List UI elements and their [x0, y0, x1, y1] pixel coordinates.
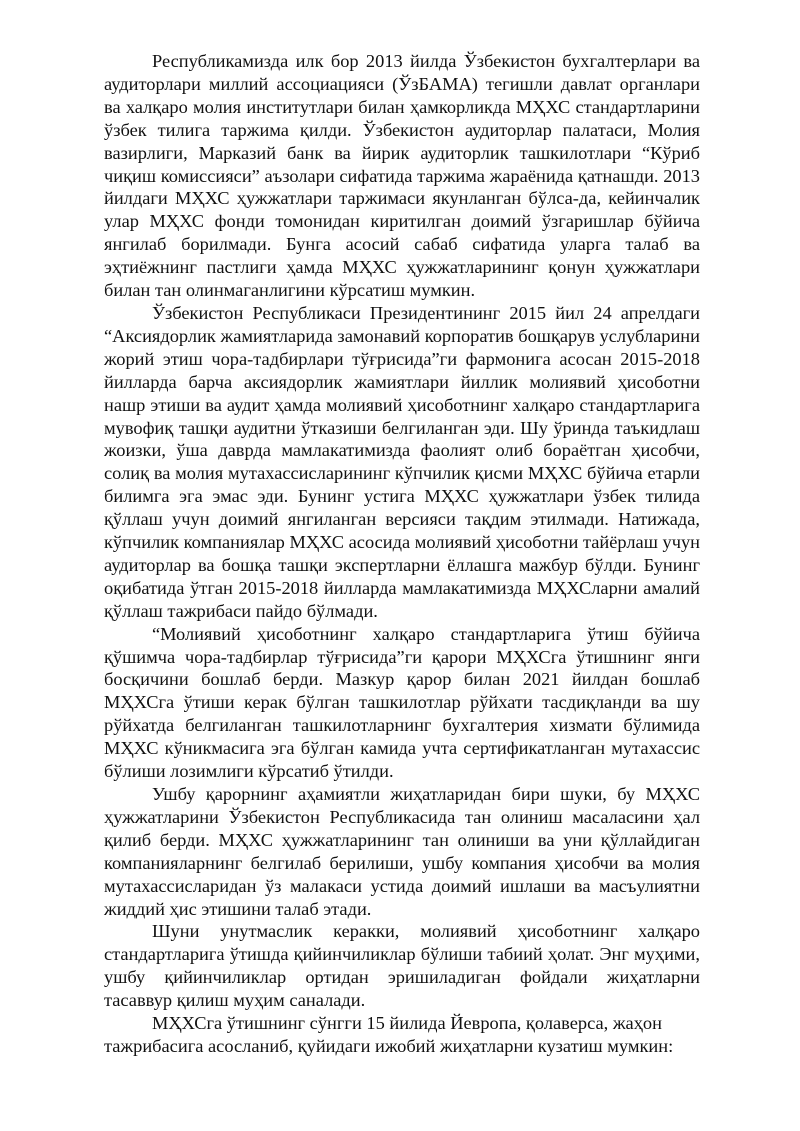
paragraph-resolution-significance: Ушбу қарорнинг аҳамиятли жиҳатларидан бири шуки, бу МҲХС ҳужжатларини Ўзбекистон Республикасида тан олиниш масаласини ҳал қилиб берди. МҲХС ҳужжатларининг тан олиниши ва уни қўллайдиган компанияларнинг белгилаб берилиши, ушбу компания ҳисобчи ва молия мутахассисларидан ўз малакаси устида доимий ишлаши ва масъулиятни жиддий ҳис этишини талаб этади. [104, 784, 700, 919]
paragraph-ifrs-translation-2013: Республикамизда илк бор 2013 йилда Ўзбекистон бухгалтерлари ва аудиторлари миллий ассоциацияси (ЎзБАМА) тегишли давлат органлари ва халқаро молия институтлари билан ҳамкорликда МҲХС стандартларини ўзбек тилига таржима қилди. Ўзбекистон аудиторлар палатаси, Молия вазирлиги, Марказий банк ва йирик аудиторлик ташкилотлари “Кўриб чиқиш комиссияси” аъзолари сифатида таржима жараёнида қатнашди. 2013 йилдаги МҲХС ҳужжатлари таржимаси якунланган бўлса-да, кейинчалик улар МҲХС фонди томонидан киритилган доимий ўзгаришлар бўйича янгилаб борилмади. Бунга асосий сабаб сифатида уларга талаб ва эҳтиёжнинг пастлиги ҳамда МҲХС ҳужжатларининг қонун ҳужжатлари билан тан олинмаганлигини кўрсатиш мумкин. [104, 51, 700, 301]
paragraph-presidential-decree-2015: Ўзбекистон Республикаси Президентининг 2015 йил 24 апрелдаги “Аксиядорлик жамиятларида замонавий корпоратив бошқарув услубларини жорий этиш чора-тадбирлари тўғрисида”ги фармонига асосан 2015-2018 йилларда барча аксиядорлик жамиятлари йиллик молиявий ҳисоботни нашр этиши ва аудит ҳамда молиявий ҳисоботнинг халқаро стандартларига мувофиқ ташқи аудитни ўтказиши белгиланган эди. Шу ўринда таъкидлаш жоизки, ўша даврда мамлакатимизда фаолият олиб бораётган ҳисобчи, солиқ ва молия мутахассисларининг кўпчилик қисми МҲХС бўйича етарли билимга эга эмас эди. Бунинг устига МҲХС ҳужжатлари ўзбек тилида қўллаш учун доимий янгиланган версияси тақдим этилмади. Натижада, кўпчилик компаниялар МҲХС асосида молиявий ҳисоботни тайёрлаш учун аудиторлар ва бошқа ташқи экспертларни ёллашга мажбур бўлди. Бунинг оқибатида ўтган 2015-2018 йилларда мамлакатимизда МҲХСларни амалий қўллаш тажрибаси пайдо бўлмади. [104, 302, 700, 621]
paragraph-transition-difficulties: Шуни унутмаслик керакки, молиявий ҳисоботнинг халқаро стандартларига ўтишда қийинчиликлар бўлиши табиий ҳолат. Энг муҳими, ушбу қийинчиликлар ортидан эришиладиган фойдали жиҳатларни тасаввур қилиш муҳим саналади. [104, 921, 700, 1011]
paragraph-positive-aspects-intro: МҲХСга ўтишнинг сўнгги 15 йилида Йевропа, қолаверса, жаҳон тажрибасига асосланиб, қуйидаги ижобий жиҳатларни кузатиш мумкин: [104, 1013, 674, 1056]
paragraph-ifrs-transition-resolution: “Молиявий ҳисоботнинг халқаро стандартларига ўтиш бўйича қўшимча чора-тадбирлар тўғрисида”ги қарори МҲХСга ўтишнинг янги босқичини бошлаб берди. Мазкур қарор билан 2021 йилдан бошлаб МҲХСга ўтиши керак бўлган ташкилотлар рўйхати тасдиқланди ва шу рўйхатда белгиланган ташкилотларнинг бухгалтерия хизмати бўлимида МҲХС кўникмасига эга бўлган камида учта сертификатланган мутахассис бўлиши лозимлиги кўрсатиб ўтилди. [104, 623, 700, 782]
document-body [104, 50, 700, 1058]
